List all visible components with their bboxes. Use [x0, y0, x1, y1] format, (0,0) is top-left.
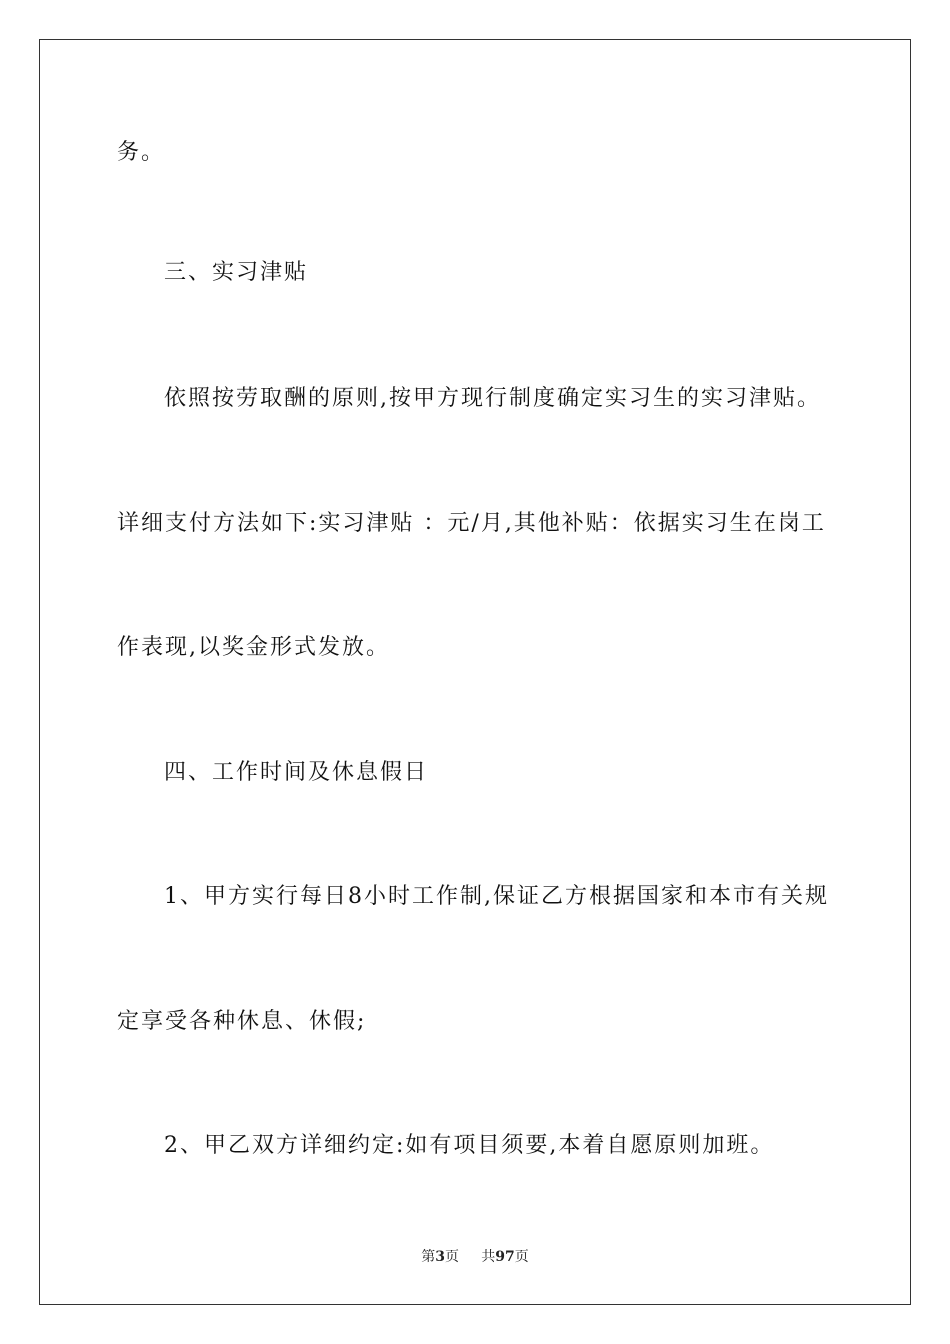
footer-total-suffix: 页	[514, 1249, 529, 1265]
footer-page-suffix: 页	[445, 1249, 459, 1265]
footer-total-pages: 97	[495, 1249, 515, 1265]
text-line-8: 定享受各种休息、休假;	[117, 1009, 367, 1034]
footer-page-prefix: 第	[421, 1249, 436, 1265]
page-footer	[0, 1247, 950, 1267]
text-line-9: 2、甲乙双方详细约定:如有项目须要,本着自愿原则加班。	[164, 1133, 775, 1158]
text-line-4: 详细支付方法如下:实习津贴 ：元/月,其他补贴：依据实习生在岗工	[117, 511, 826, 536]
text-line-7: 1、甲方实行每日8小时工作制,保证乙方根据国家和本市有关规	[164, 884, 829, 909]
text-line-3: 依照按劳取酬的原则,按甲方现行制度确定实习生的实习津贴。	[164, 386, 821, 411]
text-line-1: 务。	[117, 140, 166, 165]
section-heading-4: 四、工作时间及休息假日	[164, 760, 429, 785]
page-border	[39, 39, 911, 1305]
footer-page-number: 3	[435, 1249, 445, 1265]
text-line-5: 作表现,以奖金形式发放。	[117, 635, 390, 660]
section-heading-3: 三、实习津贴	[164, 260, 309, 285]
footer-total-prefix: 共	[481, 1249, 496, 1265]
